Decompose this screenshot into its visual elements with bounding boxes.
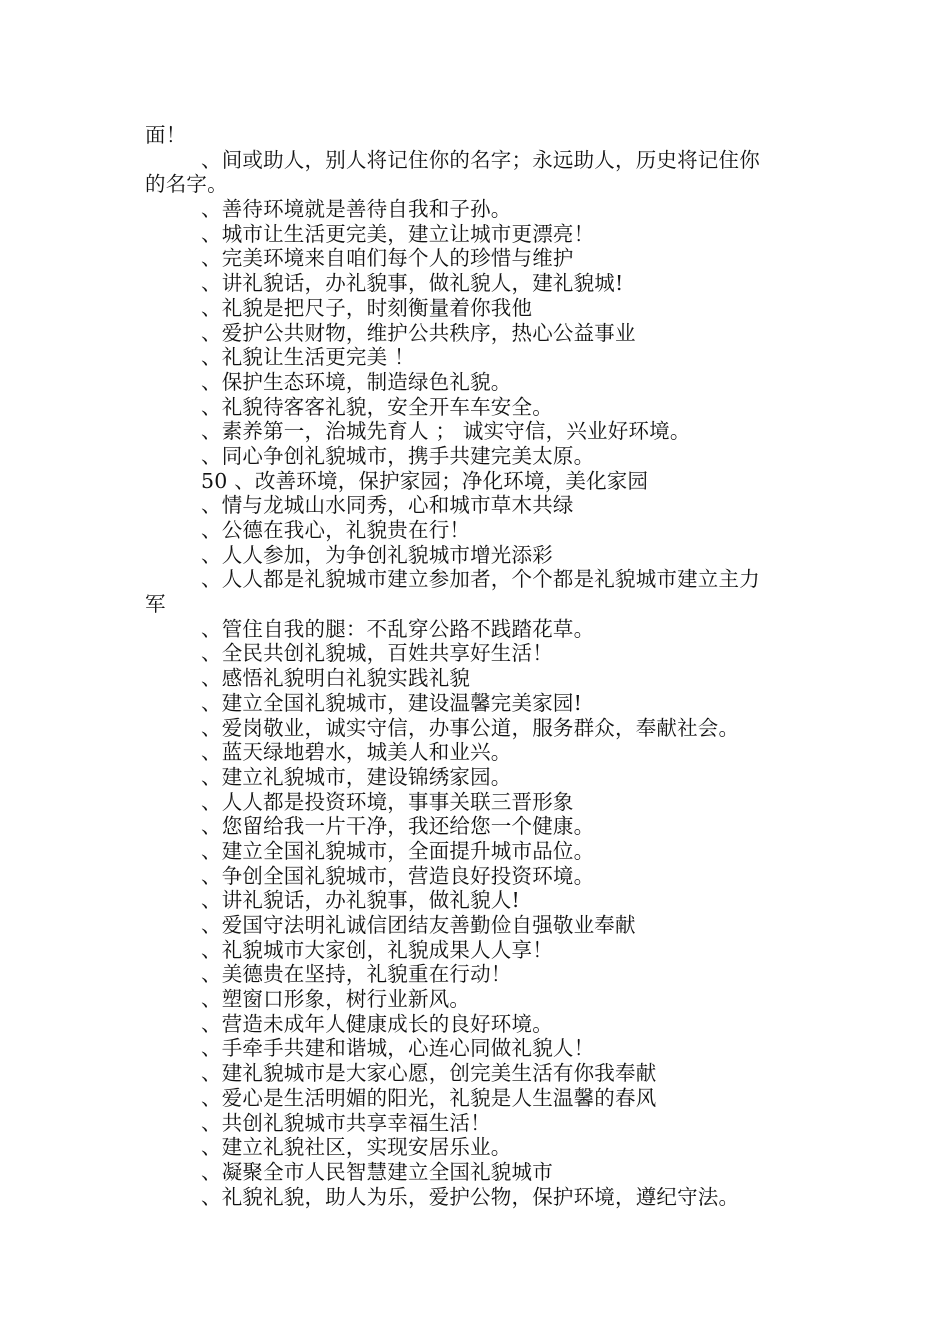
slogan-line: 、建立全国礼貌城市，全面提升城市品位。	[201, 838, 595, 863]
slogan-line: 、爱护公共财物，维护公共秩序，热心公益事业	[201, 320, 636, 345]
slogan-line: 、礼貌礼貌，助人为乐，爱护公物，保护环境，遵纪守法。	[201, 1184, 740, 1209]
continuation-line: 军	[145, 592, 166, 617]
slogan-line: 、讲礼貌话，办礼貌事，做礼貌人，建礼貌城!	[201, 271, 624, 296]
slogan-line: 、讲礼貌话，办礼貌事，做礼貌人!	[201, 888, 520, 913]
slogan-line: 、建礼貌城市是大家心愿，创完美生活有你我奉献	[201, 1061, 657, 1086]
slogan-line: 、礼貌待客客礼貌，安全开车车安全。	[201, 394, 553, 419]
slogan-line: 、共创礼貌城市共享幸福生活！	[201, 1110, 491, 1135]
continuation-line: 的名字。	[145, 172, 228, 197]
slogan-line: 、蓝天绿地碧水，城美人和业兴。	[201, 740, 512, 765]
slogan-line: 、素养第一，治城先育人 ； 诚实守信，兴业好环境。	[201, 419, 691, 444]
slogan-line: 、管住自我的腿：不乱穿公路不践踏花草。	[201, 616, 595, 641]
slogan-line: 、塑窗口形象，树行业新风。	[201, 987, 471, 1012]
slogan-line: 、爱心是生活明媚的阳光，礼貌是人生温馨的春风	[201, 1085, 657, 1110]
slogan-line: 、完美环境来自咱们每个人的珍惜与维护	[201, 246, 574, 271]
slogan-line: 、建立全国礼貌城市，建设温馨完美家园!	[201, 690, 583, 715]
slogan-line: 、人人都是礼貌城市建立参加者，个个都是礼貌城市建立主力	[201, 567, 760, 592]
slogan-line: 50 、改善环境，保护家园；净化环境，美化家园	[201, 468, 649, 493]
slogan-line: 、建立礼貌城市，建设锦绣家园。	[201, 764, 512, 789]
slogan-line: 、人人参加，为争创礼貌城市增光添彩	[201, 542, 553, 567]
slogan-line: 、建立礼貌社区，实现安居乐业。	[201, 1135, 512, 1160]
slogan-line: 、公德在我心，礼貌贵在行！	[201, 518, 471, 542]
slogan-line: 、城市让生活更完美，建立让城市更漂亮！	[201, 221, 595, 246]
slogan-line: 、礼貌是把尺子，时刻衡量着你我他	[201, 295, 533, 320]
document-body	[145, 123, 815, 1209]
slogan-line: 、保护生态环境，制造绿色礼貌。	[201, 369, 512, 394]
slogan-line: 、美德贵在坚持，礼貌重在行动！	[201, 962, 512, 987]
slogan-line: 、礼貌城市大家创，礼貌成果人人享！	[201, 937, 553, 962]
slogan-line: 、爱岗敬业，诚实守信，办事公道，服务群众，奉献社会。	[201, 715, 740, 740]
slogan-line: 、手牵手共建和谐城，心连心同做礼貌人！	[201, 1036, 595, 1061]
slogan-line: 、凝聚全市人民智慧建立全国礼貌城市	[201, 1159, 553, 1184]
slogan-line: 、感悟礼貌明白礼貌实践礼貌	[201, 666, 471, 691]
slogan-line: 、同心争创礼貌城市，携手共建完美太原。	[201, 443, 595, 468]
continuation-line: 面！	[145, 123, 187, 147]
slogan-line: 、人人都是投资环境，事事关联三晋形象	[201, 789, 574, 814]
slogan-line: 、情与龙城山水同秀，心和城市草木共绿	[201, 493, 574, 518]
slogan-line: 、爱国守法明礼诚信团结友善勤俭自强敬业奉献	[201, 913, 636, 937]
slogan-line: 、善待环境就是善待自我和子孙。	[201, 197, 512, 222]
slogan-line: 、礼貌让生活更完美 ！	[201, 345, 415, 370]
slogan-line: 、间或助人，别人将记住你的名字；永远助人，历史将记住你	[201, 147, 760, 172]
slogan-line: 、全民共创礼貌城，百姓共享好生活！	[201, 641, 553, 666]
slogan-line: 、争创全国礼貌城市，营造良好投资环境。	[201, 863, 595, 888]
slogan-line: 、您留给我一片干净，我还给您一个健康。	[201, 814, 595, 839]
slogan-line: 、营造未成年人健康成长的良好环境。	[201, 1011, 553, 1036]
